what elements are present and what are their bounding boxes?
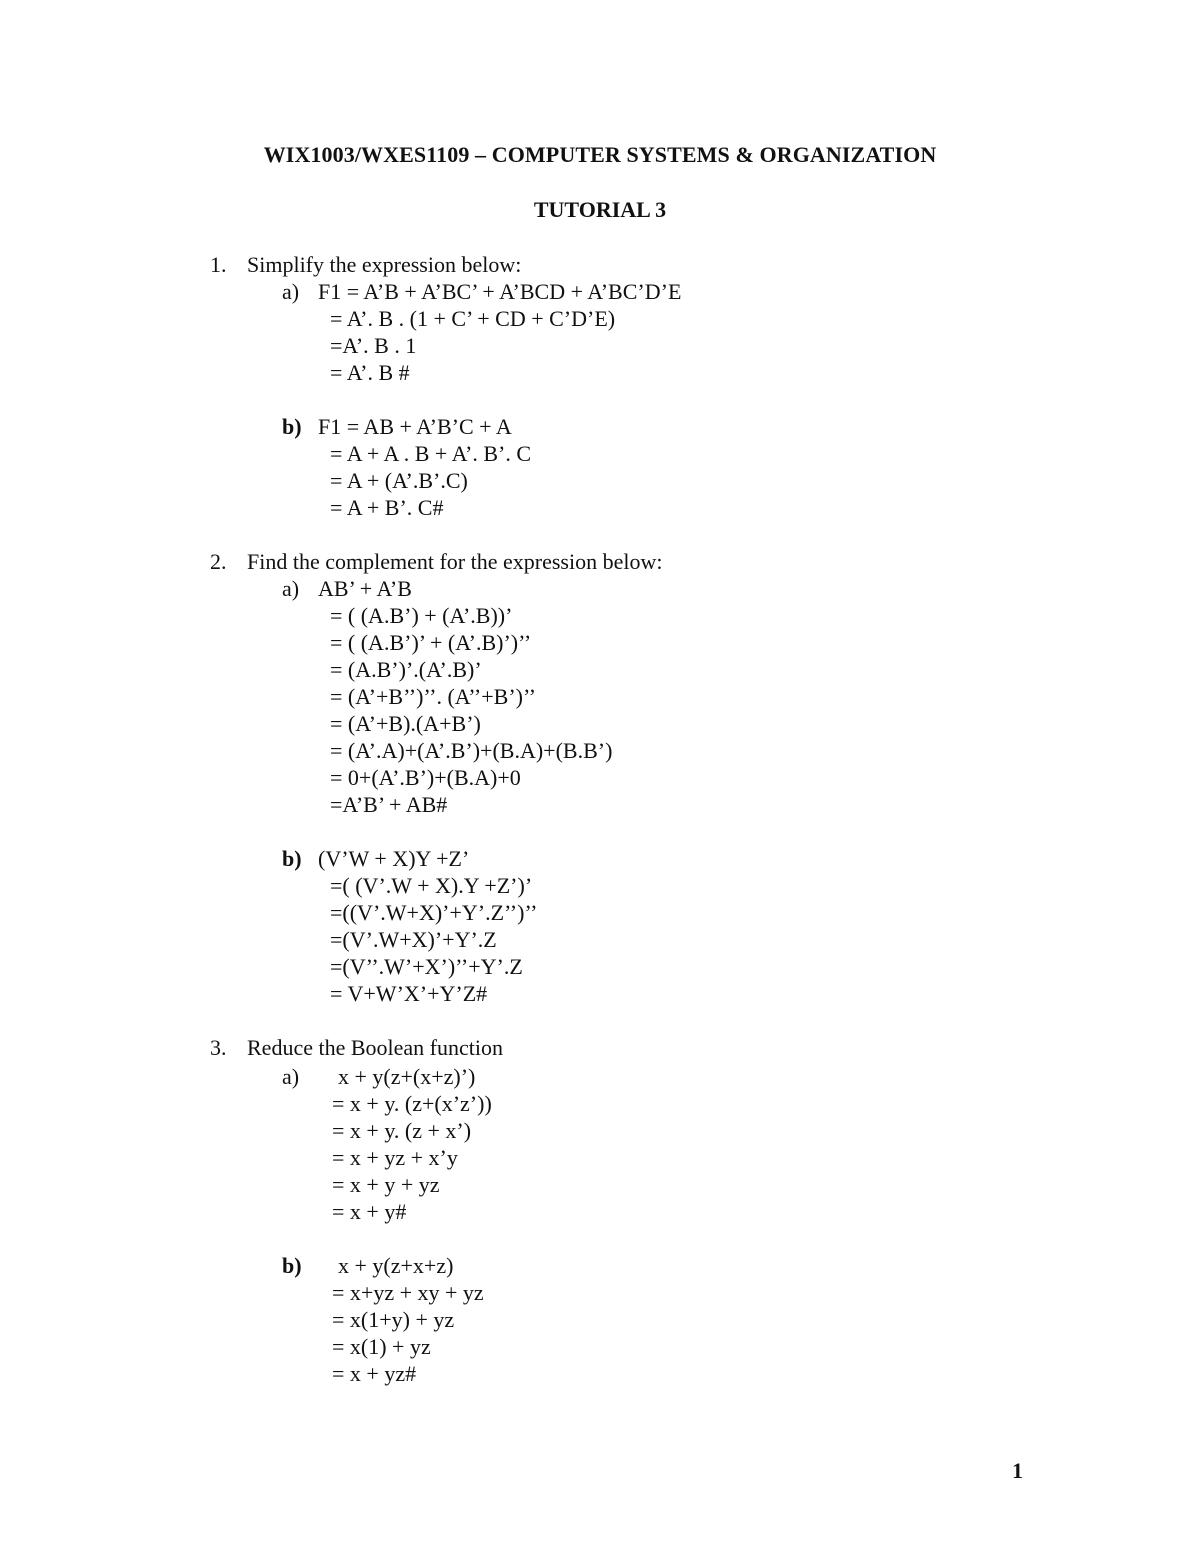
question-prompt: Find the complement for the expression below: xyxy=(247,549,663,574)
expression-step: =( (V’.W + X).Y +Z’)’ xyxy=(330,873,533,898)
question-number: 2. xyxy=(210,549,227,574)
question-prompt: Reduce the Boolean function xyxy=(247,1035,503,1060)
expression-step: = A’. B # xyxy=(330,360,410,385)
expression-step: = x + yz + x’y xyxy=(332,1145,458,1170)
expression-step: =A’. B . 1 xyxy=(330,333,417,358)
tutorial-title: TUTORIAL 3 xyxy=(533,197,667,222)
expression-step: (V’W + X)Y +Z’ xyxy=(318,846,470,871)
part-label: a) xyxy=(282,576,300,601)
expression-step: = x + yz# xyxy=(332,1361,417,1386)
expression-step: F1 = AB + A’B’C + A xyxy=(318,414,512,439)
question-number: 1. xyxy=(210,252,227,277)
expression-step: = 0+(A’.B’)+(B.A)+0 xyxy=(330,765,521,790)
expression-step: = x + y# xyxy=(332,1199,407,1224)
part-label: a) xyxy=(282,279,300,304)
expression-step: = A + A . B + A’. B’. C xyxy=(330,441,532,466)
expression-step: = x + y. (z+(x’z’)) xyxy=(332,1091,492,1116)
expression-step: x + y(z+(x+z)’) xyxy=(338,1064,476,1089)
expression-step: = (A’+B’’)’’. (A’’+B’)’’ xyxy=(330,684,537,709)
expression-step: = V+W’X’+Y’Z# xyxy=(330,981,488,1006)
part-label: b) xyxy=(282,846,302,871)
part-label: a) xyxy=(282,1064,300,1089)
expression-step: = (A’+B).(A+B’) xyxy=(330,711,481,736)
part-label: b) xyxy=(282,414,302,439)
expression-step: =((V’.W+X)’+Y’.Z’’)’’ xyxy=(330,900,538,925)
page-number: 1 xyxy=(1012,1458,1023,1483)
expression-step: = x+yz + xy + yz xyxy=(332,1280,484,1305)
expression-step: =A’B’ + AB# xyxy=(330,792,448,817)
expression-step: x + y(z+x+z) xyxy=(338,1253,454,1278)
expression-step: =(V’’.W’+X’)’’+Y’.Z xyxy=(330,954,523,979)
expression-step: F1 = A’B + A’BC’ + A’BCD + A’BC’D’E xyxy=(318,279,682,304)
course-title: WIX1003/WXES1109 – COMPUTER SYSTEMS & ORGANIZATION xyxy=(263,142,937,167)
expression-step: = ( (A.B’) + (A’.B))’ xyxy=(330,603,513,628)
expression-step: = x(1+y) + yz xyxy=(332,1307,455,1332)
expression-step: = A + B’. C# xyxy=(330,495,444,520)
expression-step: AB’ + A’B xyxy=(318,576,412,601)
question-prompt: Simplify the expression below: xyxy=(247,252,522,277)
expression-step: = (A’.A)+(A’.B’)+(B.A)+(B.B’) xyxy=(330,738,613,763)
expression-step: = x + y. (z + x’) xyxy=(332,1118,472,1143)
expression-step: = A’. B . (1 + C’ + CD + C’D’E) xyxy=(330,306,616,331)
expression-step: =(V’.W+X)’+Y’.Z xyxy=(330,927,497,952)
question-number: 3. xyxy=(210,1035,227,1060)
expression-step: = A + (A’.B’.C) xyxy=(330,468,468,493)
expression-step: = ( (A.B’)’ + (A’.B)’)’’ xyxy=(330,630,532,655)
expression-step: = x + y + yz xyxy=(332,1172,440,1197)
part-label: b) xyxy=(282,1253,302,1278)
expression-step: = (A.B’)’.(A’.B)’ xyxy=(330,657,482,682)
expression-step: = x(1) + yz xyxy=(332,1334,431,1359)
